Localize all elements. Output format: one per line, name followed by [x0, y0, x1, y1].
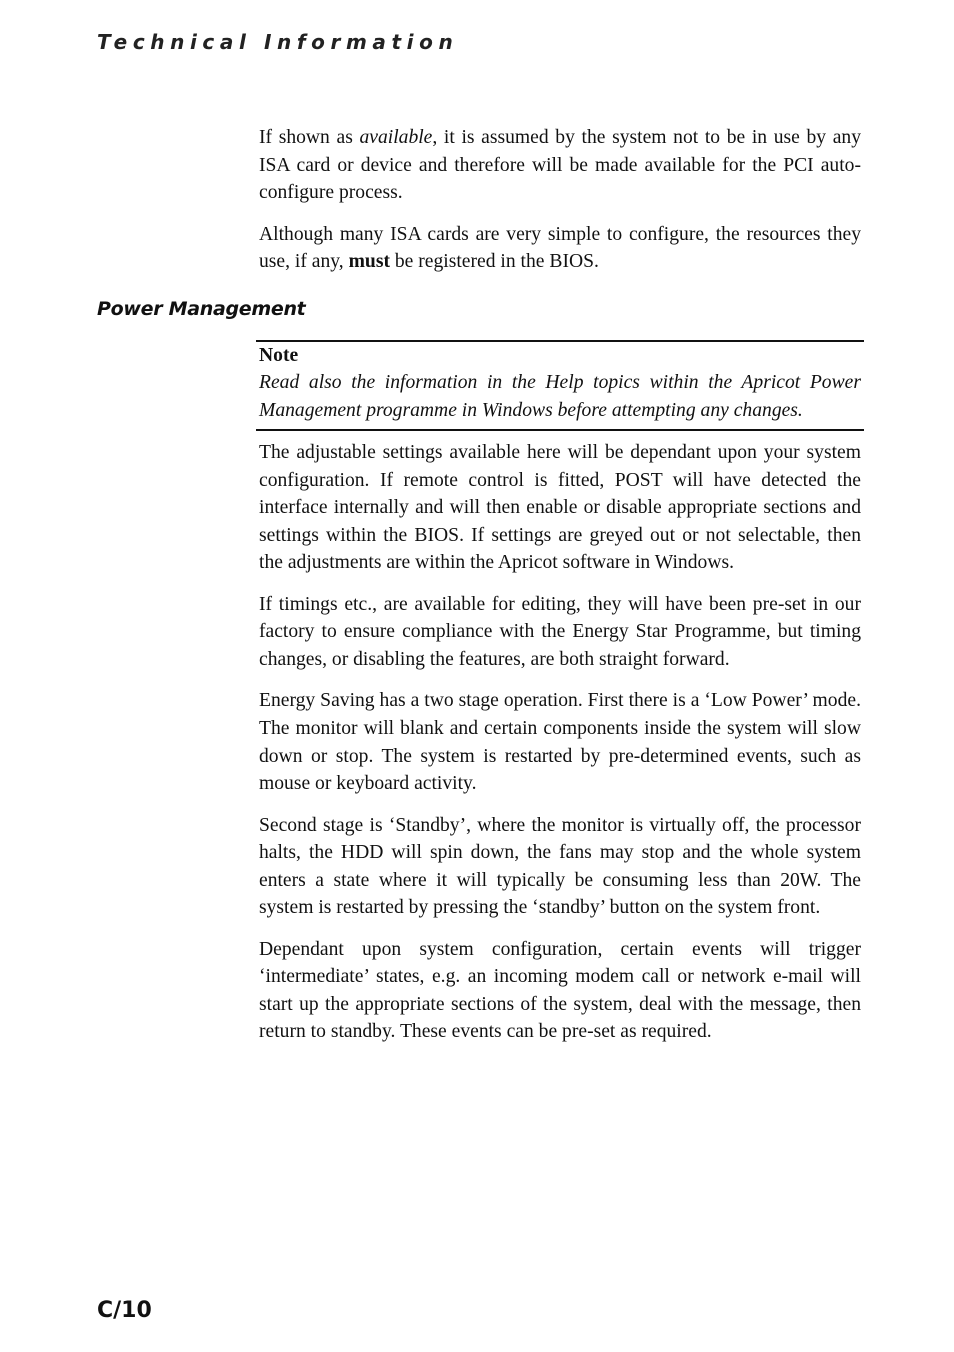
paragraph: Energy Saving has a two stage operation. First there is a ‘Low Power’ mode. The monitor will blank and certain components inside the system will slow down or stop. The system is restarted by pre-determined events, such as mouse or keyboard activity.: [259, 690, 861, 795]
section-heading-power-management: Power Management: [97, 298, 306, 320]
paragraph: The adjustable settings available here will be dependant upon your system configuration. If remote control is fitted, POST will have detected the interface internally and will then enable or disable appropriate sections and settings within the BIOS. If settings are greyed out or not selectable, then the adjustments are within the Apricot software in Windows.: [259, 442, 861, 574]
isa-register-paragraph: [259, 221, 861, 276]
intro-text: [259, 124, 861, 276]
isa-available-paragraph: [259, 124, 861, 207]
emphasis-available: available: [359, 127, 433, 148]
note-box: [256, 340, 864, 431]
text-fragment: , it is assumed by the system not to be in use by any ISA card or device and therefore will be made available for the PCI auto-configure process.: [259, 127, 862, 204]
paragraph: If timings etc., are available for editing, they will have been pre-set in our factory to ensure compliance with the Energy Star Programme, but timing changes, or disabling the features, are both straight forward.: [259, 593, 861, 670]
paragraph: Dependant upon system configuration, certain events will trigger ‘intermediate’ states, e.g. an incoming modem call or network e-mail will start up the appropriate sections of the system, deal with the message, then return to standby. These events can be pre-set as required.: [259, 938, 861, 1043]
page-number: C/10: [97, 1298, 152, 1323]
text-fragment: Although many ISA cards are very simple to configure, the resources they use, if any,: [259, 223, 861, 273]
text-fragment: If shown as: [259, 127, 360, 148]
running-header: Technical Information: [97, 30, 459, 54]
power-management-text: [259, 439, 861, 1046]
emphasis-must: must: [348, 251, 390, 273]
text-fragment: be registered in the BIOS.: [389, 251, 599, 273]
note-title: Note: [259, 345, 299, 366]
paragraph: Second stage is ‘Standby’, where the monitor is virtually off, the processor halts, the HDD will spin down, the fans may stop and the whole system enters a state where it will typically be consuming less than 20W. The system is restarted by pressing the ‘standby’ button on the system front.: [259, 814, 861, 919]
note-text: Read also the information in the Help topics within the Apricot Power Management programme in Windows before attempting any changes.: [259, 372, 861, 421]
